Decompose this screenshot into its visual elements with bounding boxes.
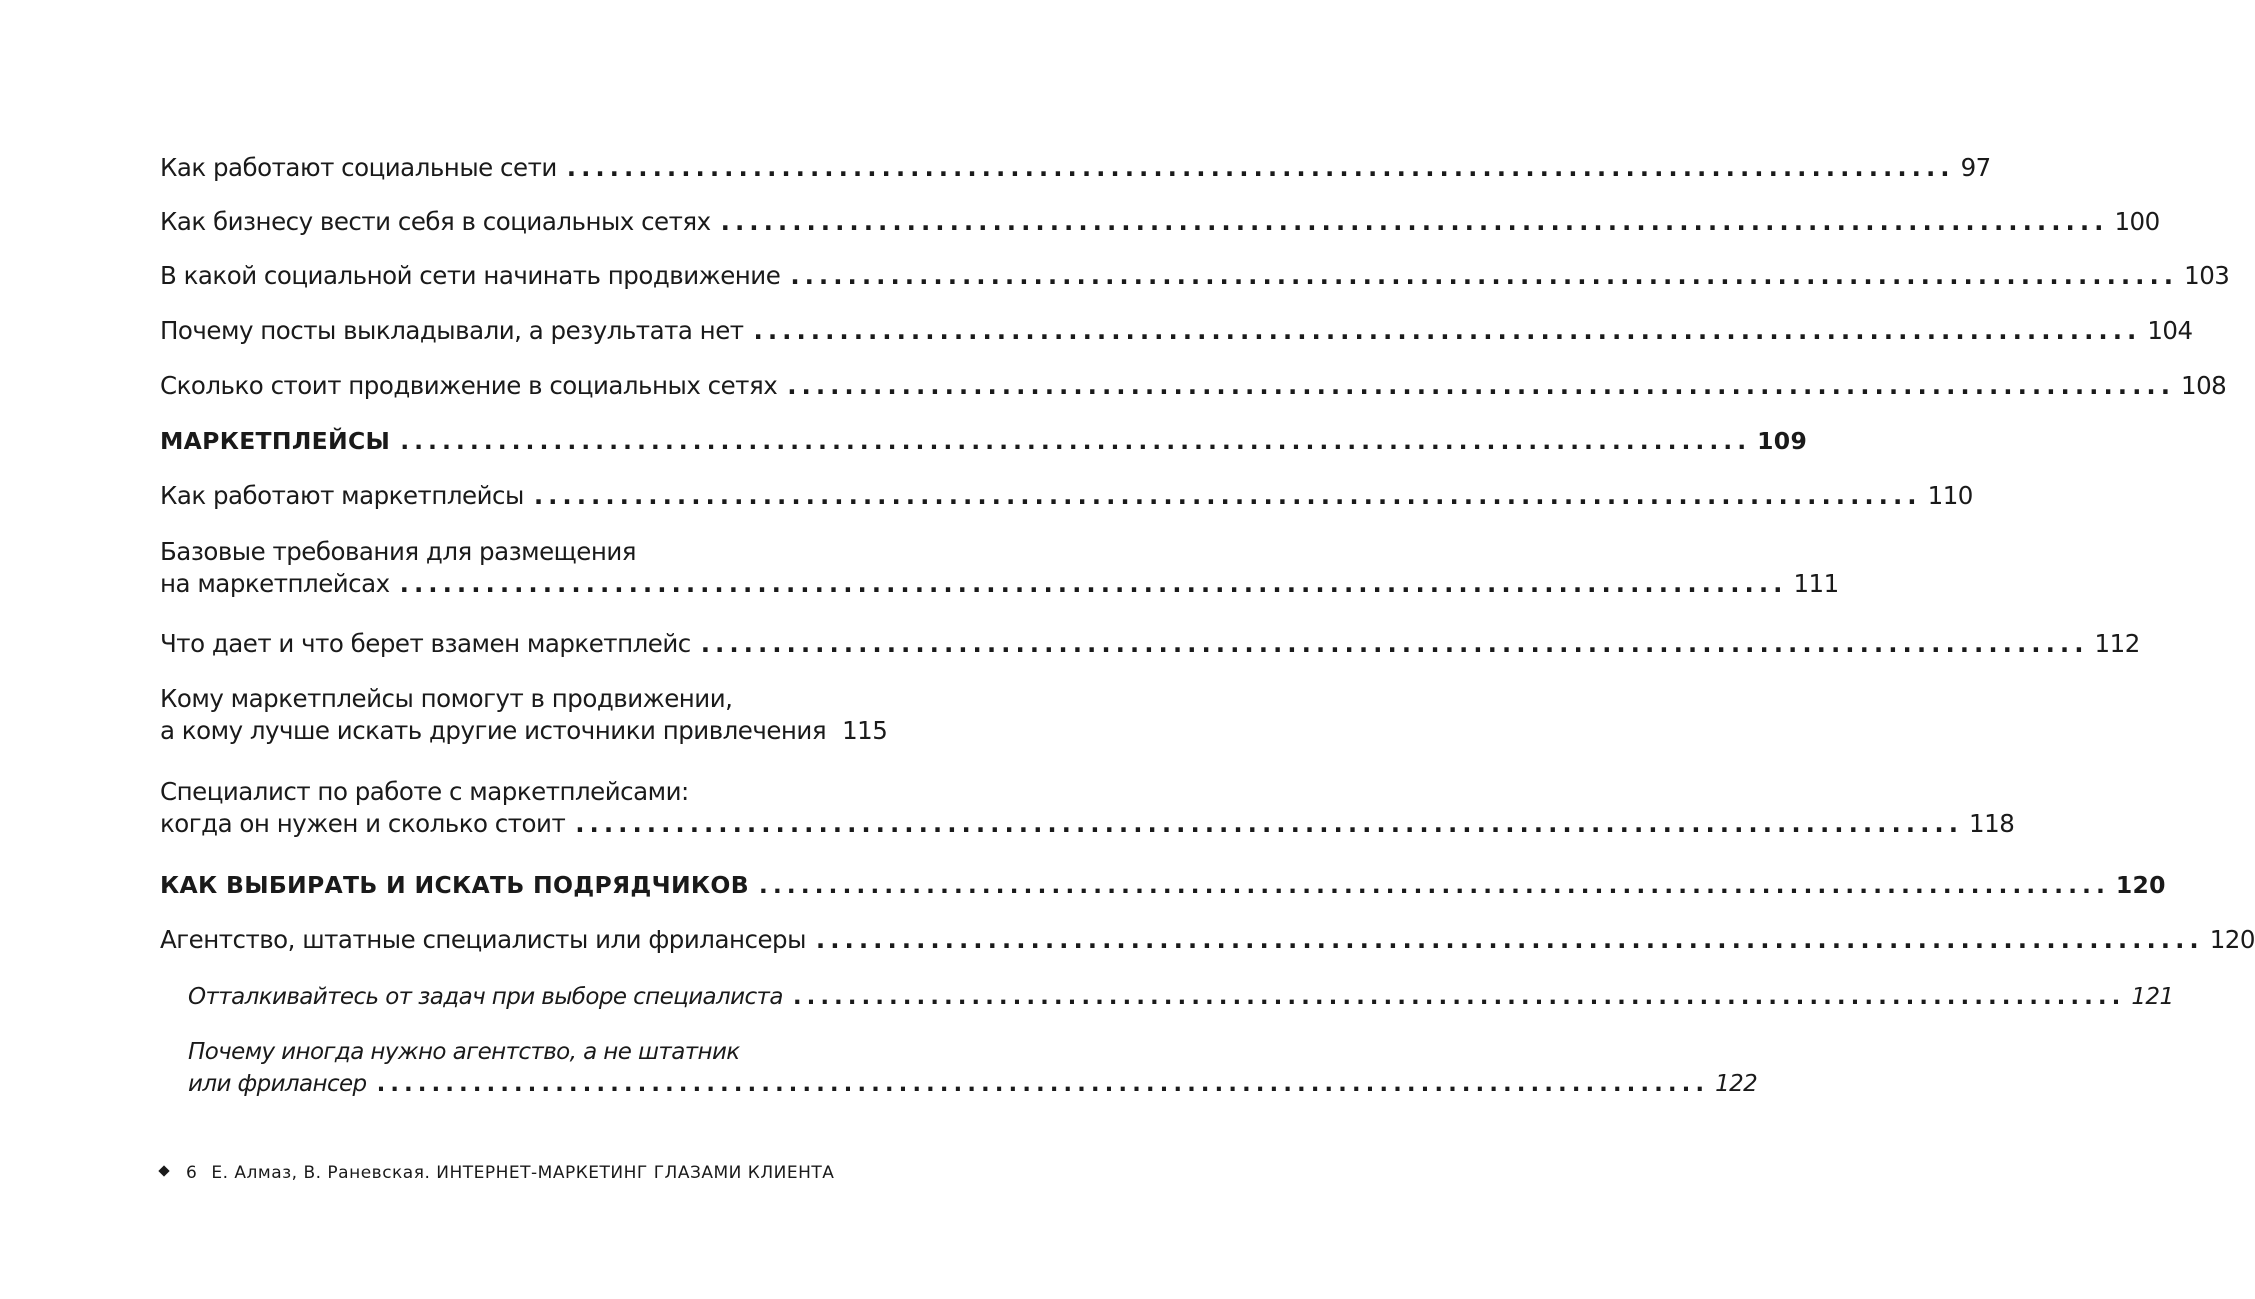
- diamond-bullet-icon: [158, 1165, 169, 1176]
- toc-chapter-entry[interactable]: [160, 869, 2166, 901]
- dot-leader: .................................................................................................: [720, 207, 2109, 236]
- toc-entry[interactable]: [160, 315, 2193, 347]
- dot-leader: .................................................................................................: [400, 427, 1752, 455]
- toc-subentry-title-first-line: Почему иногда нужно агентство, а не штатник: [188, 1039, 740, 1065]
- toc-entry-title: Как бизнесу вести себя в социальных сетях: [160, 207, 711, 236]
- toc-page-number: 109: [1757, 427, 1808, 455]
- toc-page-number: 111: [1793, 569, 1839, 598]
- dot-leader: .................................................................................................: [787, 371, 2175, 400]
- toc-entry[interactable]: [160, 776, 2015, 840]
- toc-entry[interactable]: [160, 480, 1973, 512]
- toc-page-number: 103: [2184, 261, 2230, 290]
- dot-leader: .................................................................................................: [815, 925, 2204, 954]
- toc-page-number: 118: [1969, 809, 2015, 838]
- dot-leader: .................................................................................................: [790, 261, 2179, 290]
- table-of-contents: [160, 0, 2255, 1299]
- dot-leader: .................................................................................................: [758, 871, 2110, 899]
- toc-entry-title: В какой социальной сети начинать продвижение: [160, 261, 781, 290]
- toc-entry[interactable]: [160, 924, 2255, 956]
- toc-page-number: 104: [2147, 316, 2193, 345]
- toc-chapter-entry[interactable]: [160, 425, 1808, 457]
- toc-entry[interactable]: [160, 370, 2227, 402]
- toc-page-number: 100: [2114, 207, 2160, 236]
- dot-leader: .................................................................................................: [399, 569, 1788, 598]
- toc-entry-title: на маркетплейсах: [160, 569, 390, 598]
- dot-leader: .................................................................................................: [533, 481, 1922, 510]
- toc-entry-title: Агентство, штатные специалисты или фрилансеры: [160, 925, 806, 954]
- toc-subentry[interactable]: [188, 981, 2174, 1013]
- toc-page-number: 97: [1960, 153, 1991, 182]
- footer-page-number: 6: [186, 1163, 198, 1183]
- toc-subentry-title: или фрилансер: [188, 1071, 367, 1097]
- toc-entry[interactable]: [160, 536, 1839, 600]
- toc-page-number: 121: [2131, 984, 2174, 1010]
- dot-leader: .................................................................................................: [700, 629, 2089, 658]
- toc-page-number: 120: [2115, 871, 2166, 899]
- toc-page-number: 112: [2094, 629, 2140, 658]
- toc-entry-title: когда он нужен и сколько стоит: [160, 809, 566, 838]
- toc-entry[interactable]: [160, 260, 2230, 292]
- toc-entry-title-first-line: Кому маркетплейсы помогут в продвижении,: [160, 684, 733, 713]
- toc-page-number: 108: [2181, 371, 2227, 400]
- toc-chapter-title: КАК ВЫБИРАТЬ И ИСКАТЬ ПОДРЯДЧИКОВ: [160, 871, 749, 899]
- dot-leader: .................................................................................................: [376, 1071, 1710, 1097]
- toc-page-number: 110: [1927, 481, 1973, 510]
- toc-subentry-title: Отталкивайтесь от задач при выборе специалиста: [188, 984, 783, 1010]
- toc-entry-title: Сколько стоит продвижение в социальных сетях: [160, 371, 778, 400]
- toc-entry-title: Как работают социальные сети: [160, 153, 557, 182]
- dot-leader: .................................................................................................: [566, 153, 1955, 182]
- toc-entry[interactable]: [160, 683, 888, 747]
- toc-chapter-title: МАРКЕТПЛЕЙСЫ: [160, 427, 391, 455]
- toc-entry[interactable]: [160, 206, 2160, 238]
- toc-entry-title-first-line: Специалист по работе с маркетплейсами:: [160, 777, 689, 806]
- running-title: Е. Алмаз, В. Раневская. ИНТЕРНЕТ-МАРКЕТИНГ ГЛАЗАМИ КЛИЕНТА: [211, 1163, 835, 1183]
- toc-page-number: 115: [842, 716, 888, 745]
- toc-entry-title-first-line: Базовые требования для размещения: [160, 537, 637, 566]
- dot-leader: .................................................................................................: [792, 984, 2126, 1010]
- toc-page-number: 122: [1715, 1071, 1758, 1097]
- toc-entry-title: Почему посты выкладывали, а результата нет: [160, 316, 744, 345]
- toc-entry[interactable]: [160, 628, 2140, 660]
- toc-entry-title: Как работают маркетплейсы: [160, 481, 524, 510]
- dot-leader: .................................................................................................: [753, 316, 2142, 345]
- dot-leader: .................................................................................................: [575, 809, 1964, 838]
- toc-entry[interactable]: [160, 152, 1991, 184]
- toc-entry-title: а кому лучше искать другие источники привлечения: [160, 716, 827, 745]
- toc-page-number: 120: [2209, 925, 2255, 954]
- page-footer: [160, 1163, 860, 1183]
- toc-subentry[interactable]: [188, 1036, 1758, 1100]
- toc-entry-title: Что дает и что берет взамен маркетплейс: [160, 629, 691, 658]
